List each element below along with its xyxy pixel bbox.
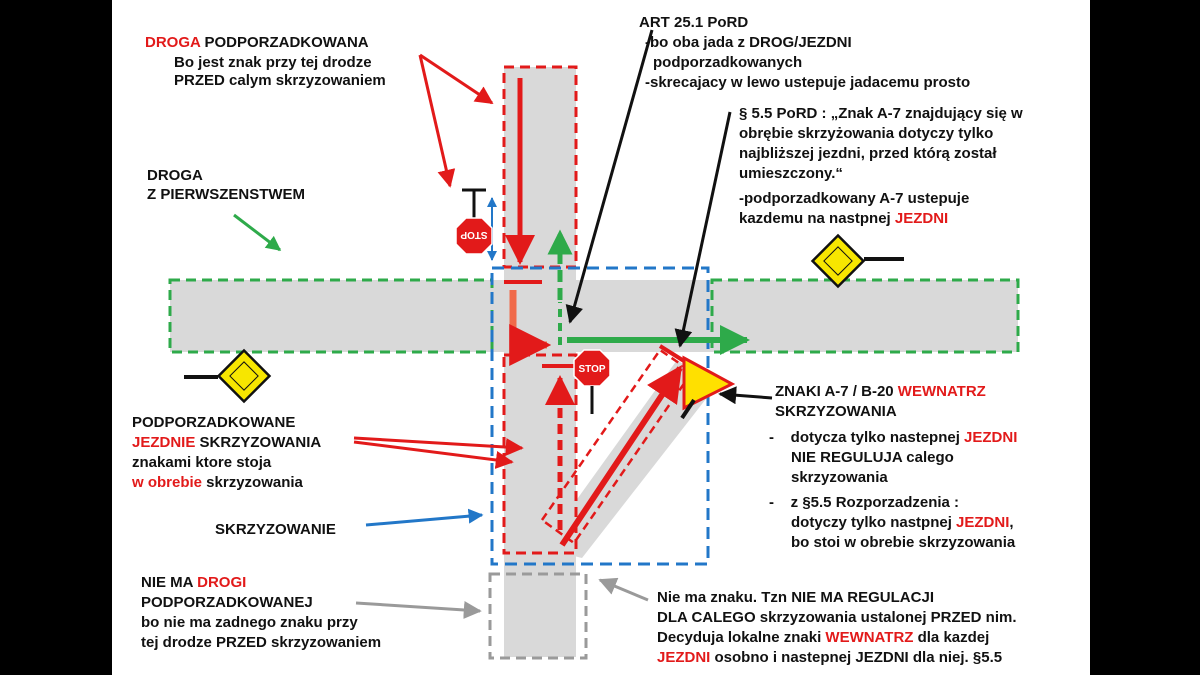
no-road-line-3: bo nie ma zadnego znaku przy — [141, 614, 358, 631]
intersection-label: SKRZYZOWANIE — [215, 521, 336, 538]
no-sign-line-1: Nie ma znaku. Tzn NIE MA REGULACJI — [657, 589, 934, 606]
subordinate-road-note-2: PRZED calym skrzyzowaniem — [174, 72, 386, 89]
callout-arrow-signs-inside — [720, 394, 772, 398]
priority-road-label-2: Z PIERWSZENSTWEM — [147, 186, 306, 203]
signs-inside-line-1: ZNAKI A-7 / B-20 WEWNATRZ — [775, 383, 986, 400]
signs-inside-bullet-1-line-2: NIE REGULUJA calego — [791, 449, 954, 466]
stop-sign-center — [574, 350, 610, 414]
art251-line-2: -bo oba jada z DROG/JEZDNI — [645, 34, 852, 51]
intersection-diagram — [112, 0, 1090, 675]
sub-roadways-line-1: PODPORZADKOWANE — [132, 414, 296, 431]
no-sign-line-2: DLA CALEGO skrzyzowania ustalonej PRZED nim. — [657, 609, 1017, 626]
slide-canvas — [112, 0, 1090, 675]
callout-arrow-intersection — [366, 515, 482, 525]
no-sign-line-3: Decyduja lokalne znaki WEWNATRZ dla kazdej — [657, 629, 990, 646]
callout-arrow-green — [234, 215, 280, 250]
signs-inside-bullet-1-line-1: - dotycza tylko nastepnej JEZDNI — [769, 429, 1018, 446]
priority-road-label-1: DROGA — [147, 167, 203, 184]
signs-inside-bullet-1-line-3: skrzyzowania — [791, 469, 888, 486]
subordinate-road-note-1: Bo jest znak przy tej drodze — [174, 54, 372, 71]
art251-line-4: -skrecajacy w lewo ustepuje jadacemu prosto — [645, 74, 971, 91]
par55-line-2: obrębie skrzyżowania dotyczy tylko — [739, 125, 994, 142]
priority-road-sign-left — [184, 351, 269, 402]
no-sign-line-4: JEZDNI osobno i nastepnej JEZDNI dla niej. §5.5 — [657, 649, 1003, 666]
signs-inside-bullet-2-line-3: bo stoi w obrebie skrzyzowania — [791, 534, 1016, 551]
par55-line-5: -podporzadkowany A-7 ustepuje — [739, 190, 970, 207]
par55-line-4: umieszczony.“ — [739, 165, 843, 182]
svg-text:STOP: STOP — [460, 229, 488, 240]
red-diagonal-arrow — [562, 368, 680, 545]
no-road-line-2: PODPORZADKOWANEJ — [141, 594, 313, 611]
signs-inside-bullet-2-line-2: dotyczy tylko nastpnej JEZDNI, — [791, 514, 1014, 531]
par55-line-3: najbliższej jezdni, przed którą został — [739, 145, 997, 162]
art251-line-3: podporzadkowanych — [653, 54, 803, 71]
stop-sign-top — [456, 190, 492, 254]
vertical-road — [504, 67, 576, 657]
callout-arrow-no-sign — [600, 580, 648, 600]
par55-line-6: kazdemu na nastpnej JEZDNI — [739, 210, 949, 227]
sub-roadways-line-2: JEZDNIE SKRZYZOWANIA — [132, 434, 322, 451]
callout-arrow-art251 — [570, 30, 652, 322]
signs-inside-line-2: SKRZYZOWANIA — [775, 403, 897, 420]
no-road-line-4: tej drodze PRZED skrzyzowaniem — [141, 634, 382, 651]
no-road-line-1: NIE MA DROGI — [141, 574, 247, 591]
svg-text:STOP: STOP — [578, 364, 606, 375]
signs-inside-bullet-2-line-1: - z §5.5 Rozporzadzenia : — [769, 494, 960, 511]
sub-roadways-line-4: w obrebie skrzyzowania — [132, 474, 303, 491]
callout-arrow-to-stop-top — [420, 55, 450, 186]
sub-roadways-line-3: znakami ktore stoja — [132, 454, 272, 471]
art251-title: ART 25.1 PoRD — [639, 14, 749, 31]
par55-line-1: § 5.5 PoRD : „Znak A-7 znajdujący się w — [739, 105, 1023, 122]
subordinate-road-label: DROGA PODPORZADKOWANA — [145, 34, 369, 51]
callout-arrow-no-road — [356, 603, 480, 611]
